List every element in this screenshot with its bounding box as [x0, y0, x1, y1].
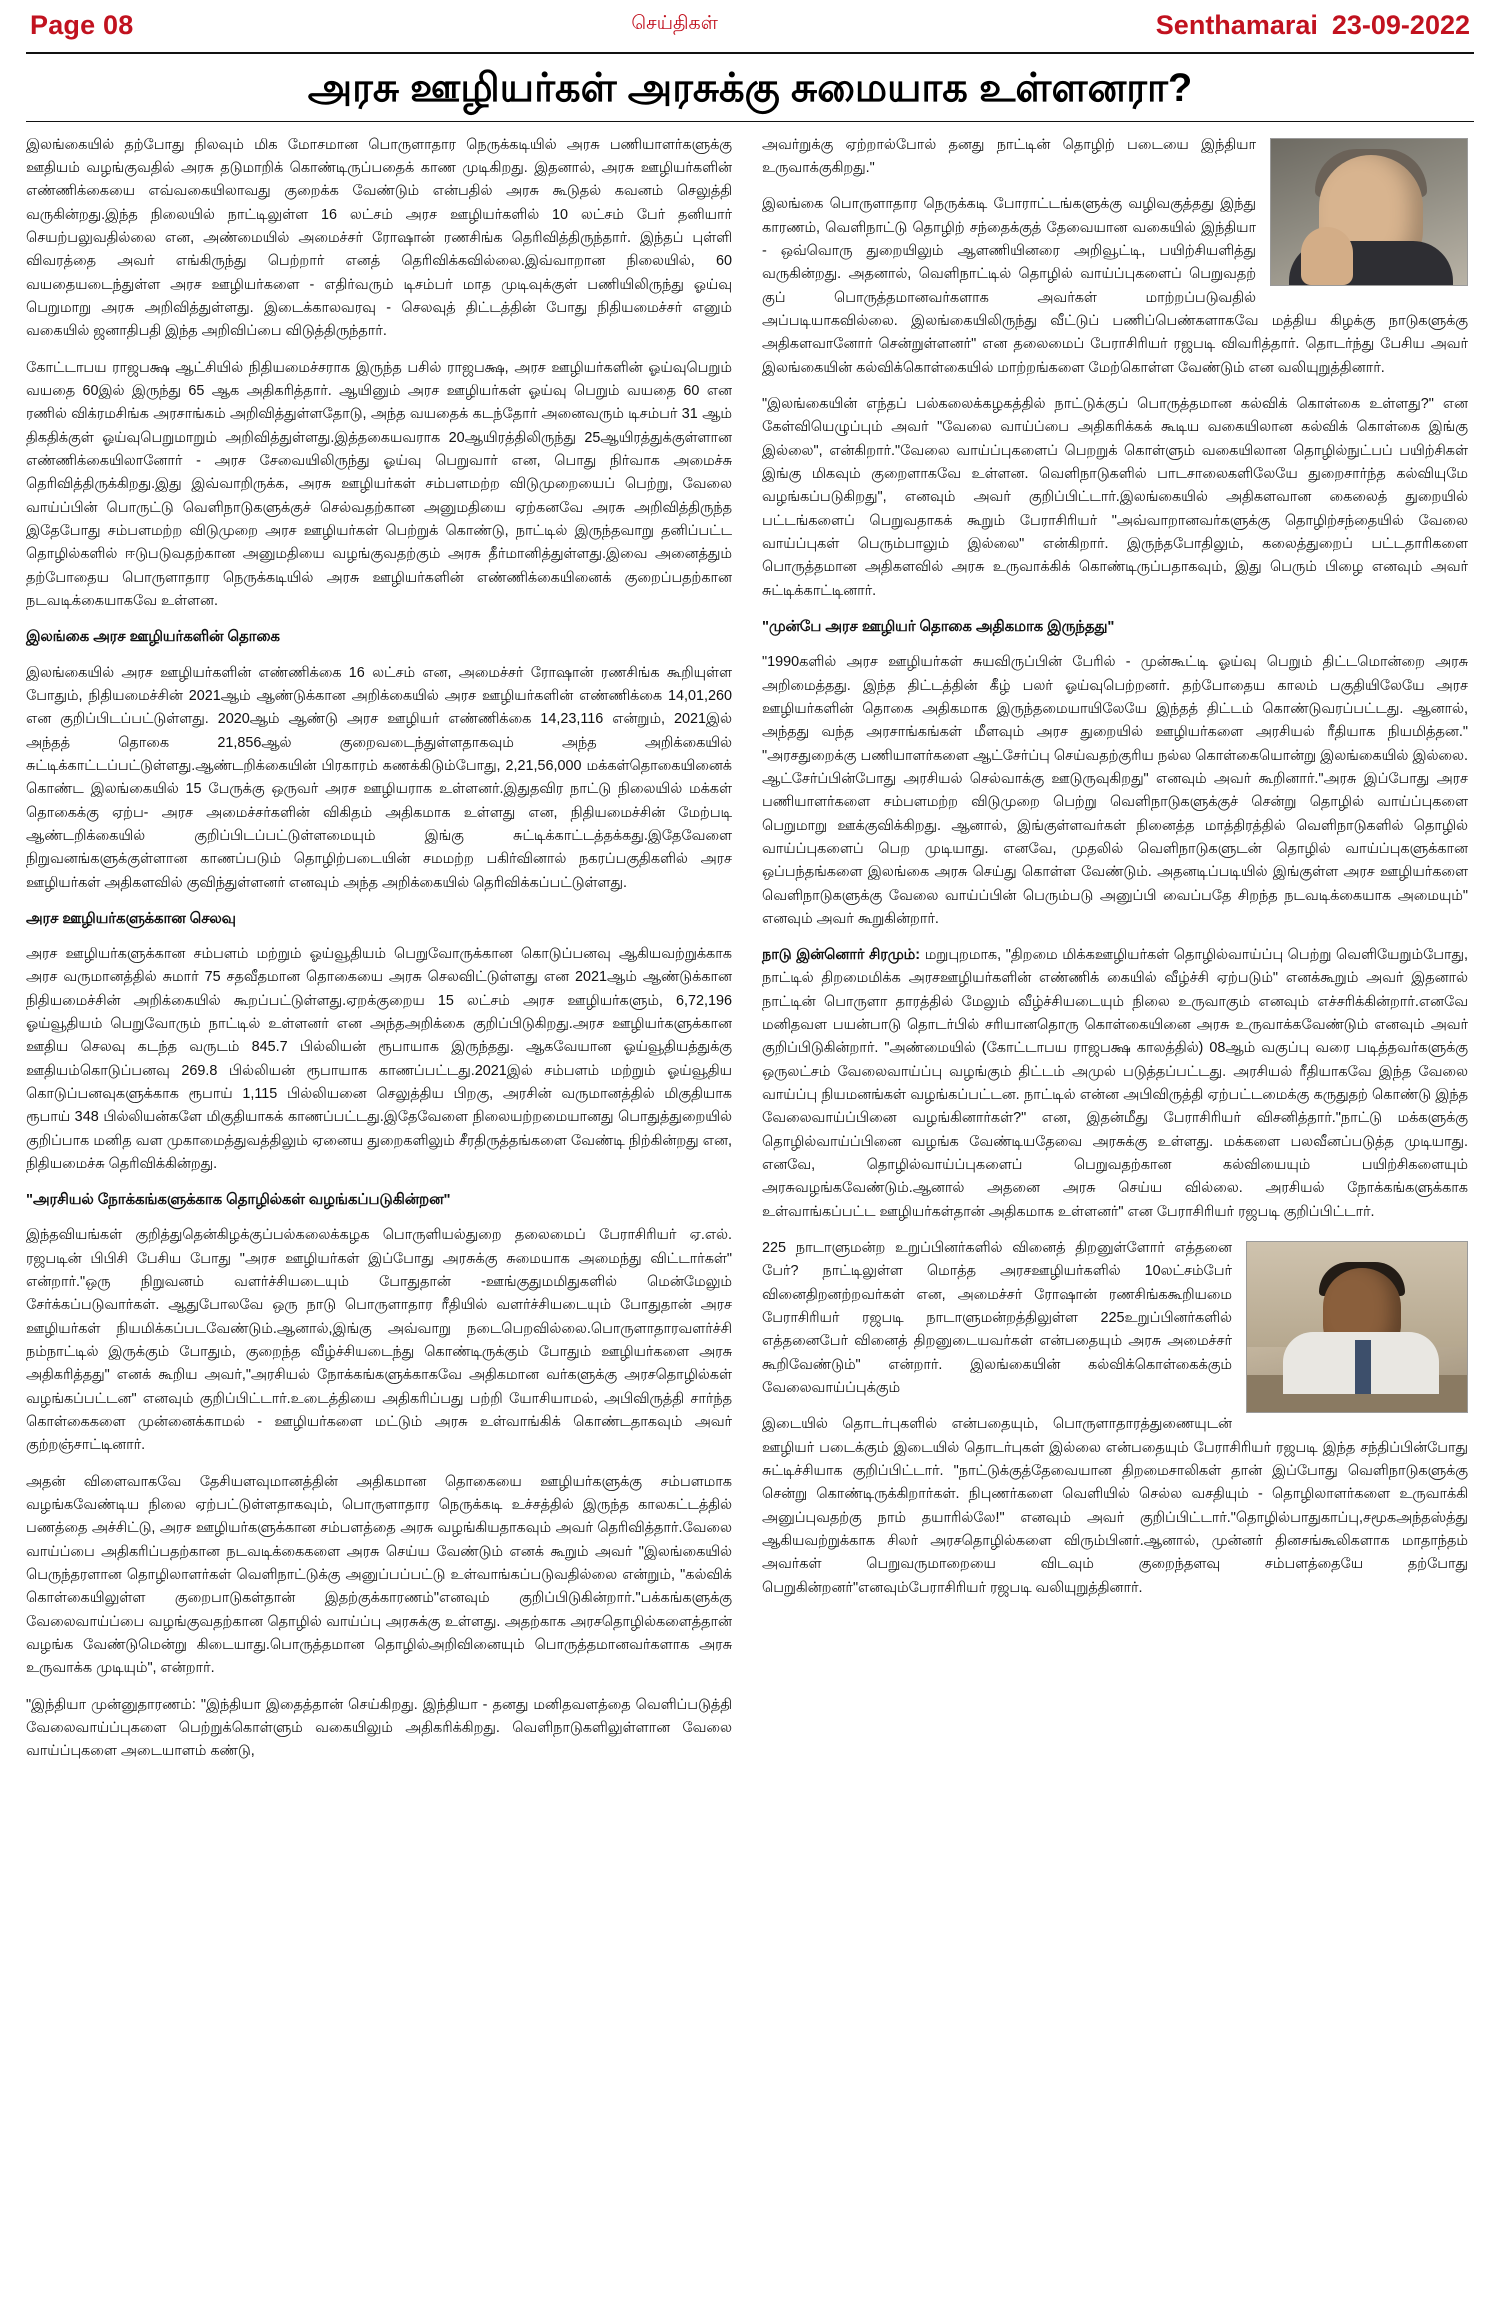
- page-headline: அரசு ஊழியர்கள் அரசுக்கு சுமையாக உள்ளனரா?: [307, 66, 1193, 110]
- lead-in-label: நாடு இன்னொர் சிரமும்:: [762, 947, 921, 964]
- paragraph: "இந்தியா முன்னுதாரணம்: "இந்தியா இதைத்தான் செய்கிறது. இந்தியா - தனது மனிதவளத்தை வெளிப்படுத்தி வேலைவாய்ப்புகளை பெற்றுக்கொள்ளும் வகையிலும் அதிகரிக்கிறது. வெளிநாடுகளிலுள்ளான வேலை வாய்ப்புகளை அடையாளம் கண்டு,: [26, 1696, 732, 1760]
- paragraph-text: மறுபுறமாக, "திறமை மிக்கஊழியர்கள் தொழில்வாய்ப்பு பெற்று வெளியேறும்போது, நாட்டில் திறமைமிக்க அரசஊழியர்களின் எண்ணிக் கையில் வீழ்ச்சி ஏற்படும்" எனக்கூறும் அவர் இதனால் நாட்டின் பொருளா தாரத்தில் மேலும் வீழ்ச்சியடையும் நிலை உருவாகும் எனவும் எச்சரிக்கின்றார்.எனவே மனிதவள பயன்பாடு தொடர்பில் சரியானதொரு கொள்கையினை அரசு உருவாக்கவேண்டும் எனவும் அவர் குறிப்பிடுகின்றார். "அண்மையில் (கோட்டாபய ராஜபக்ஷ காலத்தில்) 08ஆம் வகுப்பு வரை படித்தவர்களுக்கு ஒருலட்சம் வேலைவாய்ப்பு வழங்கும் திட்டம் அமுல் படுத்தப்பட்டது. அரசியல் ரீதியாகவே இந்த வேலை வாய்ப்பு நியமனங்கள் வழங்கப்பட்டன. நாட்டில் என்ன அபிவிருத்தி ஏற்பட்டமைக்கு கருதுதற் கொண்டு இந்த வேலைவாய்ப்பினை வழங்கினார்கள்?" என, இதன்மீது பேராசிரியர் விசனித்தார்."நாட்டு மக்களுக்கு தொழில்வாய்ப்பினை வழங்க வேண்டியதேவை அரசுக்கு உள்ளது. மக்களை பலவீனப்படுத்த முடியாது. எனவே, தொழில்வாய்ப்புகளைப் பெறுவதற்கான கல்வியையும் பயிற்சிகளையும் அரசுவழங்கவேண்டும்.ஆனால் அதனை அரசு செய்ய வில்லை. அரசியல் நோக்கங்களுக்காக உள்வாங்கப்பட்ட ஊழியர்கள்தான் அதிகமாக உள்ளனர்" என பேராசிரியர் ரஜபடி குறிப்பிட்டார்.: [762, 947, 1469, 1220]
- paragraph: "1990களில் அரச ஊழியர்கள் சுயவிருப்பின் பேரில் - முன்கூட்டி ஓய்வு பெறும் திட்டமொன்றை அரசு அறிமைத்தது. இந்த திட்டத்தின் கீழ் பலர் ஓய்வுபெற்றனர். தற்போதைய காலம் பகுதியிலேயே அரச ஊழியர்களின் தொகை அதிகமாக இருந்தமையாயிலேயே இந்தத் திட்டம் கொண்டுவரப்பட்டது. ஆனால், அந்தது வந்த அரசாங்கங்கள் மீளவும் அரச துறையில் ஊழியர்களை அரசியல் ரீதியாக நியமித்தன." "அரசதுறைக்கு பணியாளர்களை ஆட்சேர்ப்பு செய்வதற்குரிய நல்ல கொள்கையொன்று இலங்கையில் இல்லை. ஆட்சேர்ப்பின்போது அரசியல் செல்வாக்கு ஊடுருவுகிறது" எனவும் அவர் கூறினார்."அரசு இப்போது அரச பணியாளர்களை சம்பளமற்ற விடுமுறை பெற்று வெளிநாடுகளுக்குச் சென்று தொழில் வாய்ப்புகளை பெறுமாறு ஊக்குவிக்கிறது. ஆனால், இங்குள்ளவர்கள் நினைத்த மாத்திரத்தில் வெளிநாடுகளில் தொழில் வாய்ப்புகளைப் பெற முடியாது. எனவே, முதலில் வெளிநாடுகளுடன் தொழில் வாய்ப்புகளுக்கான ஒப்பந்தங்களை இலங்கை அரசு செய்து கொள்ள வேண்டும். அதனடிப்படியில் இங்குள்ள அரச ஊழியர்களை வெளிநாடுகளுக்கு வேலை வாய்ப்பின் பெரும்படு அனுப்பி வைப்பதே சிறந்த நடவடிக்கையாக அமையும்" எனவும் அவர் கூறுகின்றார்.: [762, 654, 1468, 927]
- article-body: [26, 122, 1474, 2272]
- paragraph: இலங்கை பொருளாதார நெருக்கடி போராட்டங்களுக்கு வழிவகுத்தது இந்து காரணம், வெளிநாட்டு தொழிற் சந்தைக்குத் தேவையான வகையில் இந்தியா - ஒவ்வொரு துறையிலும் ஆளணியினரை அறிவூட்டி, பயிற்சியளித்து வருகின்றது. அதனால், வெளிநாட்டில் தொழில் வாய்ப்புகளைப் பெறுவதற் குப் பொருத்தமானவர்களாக அவர்கள் மாற்றப்படுவதில் அப்படியாகவில்லை. இலங்கையிலிருந்து வீட்டுப் பணிப்பெண்களாகவே மத்திய கிழக்கு நாடுகளுக்கு அதிகளவானோர் சென்றுள்ளனர்" என தலைமைப் பேராசிரியர் ரஜபடி விவரித்தார். தொடர்ந்து பேசிய அவர் இலங்கையின் கல்விக்கொள்கையில் மாற்றங்களை மேற்கொள்ள வேண்டும் என வலியுறுத்தினார்.: [762, 196, 1468, 376]
- page-number-label: Page 08: [30, 9, 134, 40]
- subhead-employee-cost: அரச ஊழியர்களுக்கான செலவு: [26, 910, 236, 927]
- subhead-excess-employees: "முன்பே அரச ஊழியர் தொகை அதிகமாக இருந்தது": [762, 619, 1115, 636]
- paper-title-and-date: [1156, 10, 1470, 41]
- left-column: [26, 134, 732, 2272]
- paragraph: அதன் விளைவாகவே தேசியளவுமானத்தின் அதிகமான தொகையை ஊழியர்களுக்கு சம்பளமாக வழங்கவேண்டிய நிலை ஏற்பட்டுள்ளதாகவும், பொருளாதார நெருக்கடி உச்சத்தில் இருந்த காலகட்டத்தில் பணத்தை அச்சிட்டு, அரச ஊழியர்களுக்கான சம்பளத்தை அரசு வழங்கியதாகவும் அவர் தெரிவித்தார்.வேலை வாய்ப்பை அதிகரிப்பதற்கான நடவடிக்கைகளை அரசு செய்ய வேண்டும் எனக் கூறும் அவர் "இலங்கையில் பெருந்தரளான தொழிலாளர்கள் வெளிநாட்டுக்கு அனுப்பப்பட்டு உள்வாங்கப்படுவதில்லை என்றும், "கல்விக் கொள்கையிலுள்ள குறைபாடுகள்தான் இதற்குக்காரணம்"எனவும் குறிப்பிடுகின்றார்."பக்கங்களுக்கு வேலைவாய்ப்பை வழங்குவதற்கான தொழில் வாய்ப்பு அரசுக்கு உள்ளது. அதற்காக அரசதொழில்களைத்தான் வழங்க வேண்டுமென்று கிடையாது.பொருத்தமான தொழில்அறிவினையும் பொருத்தமானவர்களாக அரசு உருவாக்க முடியும்", என்றார்.: [26, 1473, 732, 1677]
- issue-date: 23-09-2022: [1331, 9, 1470, 40]
- paragraph: இந்தவியங்கள் குறித்துதென்கிழக்குப்பல்கலைக்கழக பொருளியல்துறை தலைமைப் பேராசிரியர் ஏ.எல். ரஜபடின் பிபிசி பேசிய போது "அரச ஊழியர்கள் இப்போது அரசுக்கு சுமையாக அமைந்து விட்டார்கள்" என்றார்."ஒரு நிறுவனம் வளர்ச்சியடையும் போதுதான் -ஊங்குதுமமிதுகளில் மென்மேலும் சேர்க்கப்படுவார்கள். ஆதுபோலவே ஒரு நாடு பொருளாதார ரீதியில் வளர்ச்சியடையும் போதுதான் அரச ஊழியர்கள் நியமிக்கப்படவேண்டும்.ஆனால்,இங்கு அவ்வாறு நடைபெறவில்லை.பொருளாதாரவளர்ச்சி நம்நாட்டில் இருக்கும் போதும், குறைந்த வீழ்ச்சியடைந்து கொண்டிருக்கும் போதும் ஊழியர்களை அரசு அதிகரித்தது" எனக் கூறிய அவர்,"அரசியல் நோக்கங்களுக்காகவே அதிகமான வர்களுக்கு அரசதொழில்கள் வழங்கப்பட்டன" எனவும் குறிப்பிட்டார்.உடைத்தியை அதிகரிப்பது பற்றி யோசியாமல், அபிவிருத்தி சார்ந்த கொள்கைகளை முன்னைக்காமல் - ஊழியர்களை மட்டும் அரசு உள்வாங்கிக் கொண்டதாகவும் அவர் குற்றஞ்சாட்டினார்.: [26, 1227, 732, 1454]
- paragraph: அவர்றுக்கு ஏற்றால்போல் தனது நாட்டின் தொழிற் படையை இந்தியா உருவாக்குகிறது.": [762, 136, 1256, 177]
- subhead-employee-count: இலங்கை அரச ஊழியர்களின் தொகை: [26, 629, 280, 646]
- president-portrait-photo: [1270, 138, 1468, 286]
- paragraph: "இலங்கையின் எந்தப் பல்கலைக்கழகத்தில் நாட்டுக்குப் பொருத்தமான கல்விக் கொள்கை உள்ளது?" என கேள்வியெழுப்பும் அவர் "வேலை வாய்ப்பை அதிகரிக்கக் கூடிய வகையிலான கல்விக் கொள்கை இங்கு இல்லை", என்கிறார்."வேலை வாய்ப்புகளைப் பெறறுக் கொள்ளும் வகையிலான தொழில்நுட்பப் பயிற்சிகள் இங்கு மிகவும் குறைளாகவே உள்ளன. வெளிநாடுகளில் பாடசாலைகளிலேயே துறைசார்ந்த கல்வியுமே வழங்கப்படுகிறது", எனவும் அவர் குறிப்பிட்டார்.இலங்கையில் அதிகளவான கைலைத் துறையில் பட்டங்களைப் பெறுவதாகக் கூறும் பேராசிரியர் "அவ்வாறானவர்களுக்கு தொழிற்சந்தையில் வேலை வாய்ப்புகள் பெரும்பாலும் இல்லை" என்கிறார். இருந்தபோதிலும், கலைத்துறைப் பட்டதாரிகளை பொருத்தமான அதிகளவில் அரசு உருவாக்கிக் கொண்டிருப்பதாகவும், இது பெரும் பிழை எனவும் அவர் சுட்டிக்காட்டினார்.: [762, 396, 1468, 599]
- paragraph: அரச ஊழியர்களுக்கான சம்பளம் மற்றும் ஓய்வூதியம் பெறுவோருக்கான கொடுப்பனவு ஆகியவற்றுக்காக அரச வருமானத்தில் சுமார் 75 சதவீதமான தொகையை அரசு செலவிட்டுள்ளது என 2021ஆம் ஆண்டுக்கான நிதியமைச்சின் அறிக்கையில் கூறப்பட்டுள்ளது.ஏறக்குறைய 15 லட்சம் அரச ஊழியர்களும், 6,72,196 ஓய்வூதியம் பெறுவோரும் நாட்டில் உள்ளனர் என அந்தஅறிக்கை குறிப்பிடுகிறது.அரச ஊழியர்களுக்கான ஊதிய செலவு கடந்த வருடம் 845.7 பில்லியன் ரூபாயாக இருந்தது. ஆகவேயான ஓய்வூதியத்துக்கு ஊதியம்கொடுப்பனவு 269.8 பில்லியன் ரூபாயாக காணப்பட்டது.2021இல் சம்பளம் மற்றும் ஓய்வூதிய கொடுப்பனவுகளுக்காக ரூபாய் 1,115 பில்லியனை செலுத்திய பிறகு, அரசின் வருமானத்தில் மிகுதியாக ரூபாய் 348 பில்லியன்களே மிகுதியாகக் காணப்பட்டது.இதேவேளை நிலையற்றமையானது பொதுத்துறையில் குறிப்பாக மனித வள முகாமைத்துவத்திலும் ஏனைய துறைகளிலும் சீரதிருத்தங்களை வேண்டி நிற்கின்றது என, நிதியமைச்சு தெரிவிக்கின்றது.: [26, 946, 732, 1172]
- masthead: [26, 0, 1474, 50]
- paragraph-with-lead-in: [762, 944, 1468, 1224]
- professor-portrait-photo: [1246, 1241, 1468, 1413]
- subhead-political-jobs: "அரசியல் நோக்கங்களுக்காக தொழில்கள் வழங்கப்படுகின்றன": [26, 1192, 451, 1209]
- section-label: செய்திகள்: [631, 13, 718, 34]
- paragraph: கோட்டாபய ராஜபக்ஷ ஆட்சியில் நிதியமைச்சராக இருந்த பசில் ராஜபக்ஷ, அரச ஊழியர்களின் ஓய்வுபெறும் வயதை 60இல் இருந்து 65 ஆக அதிகரித்தார். ஆயினும் அரச ஊழியர்கள் ஓய்வு பெறும் வயதை 60 என ரணில் விக்ரமசிங்க அரசாங்கம் அறிவித்துள்ளதோடு, அந்த வயதைக் கடந்தோர் அனைவரும் டிசம்பர் 31 ஆம் திகதிக்குள் ஓய்வுபெறுமாறும் அறிவித்துள்ளது.இத்தகையவராக 20ஆயிரத்திலிருந்து 25ஆயிரத்துக்குள்ளான எண்ணிக்கையிலானோர் - அரச சேவையிலிருந்து ஓய்வு பெறுவார் என, பொது நிர்வாக அமைச்சு தெரிவித்திருக்கிறது.இது இவ்வாறிருக்க, அரசு ஊழியர்கள் சம்பளமற்ற விடுமுறையைப் பெற்று, வேலை வாய்ப்பின் பொருட்டு வெளிநாடுகளுக்குச் செல்வதற்கான அனுமதியை ஏற்கனவே அரசு அறிவித்திருந்த இதேபோது சம்பளமற்ற விடுமுறை அரச ஊழியர்கள் பெற்றுக் கொண்டு, நாட்டில் இருந்தவாறு தனிப்பட்ட தொழில்களில் ஈடுபடுவதற்கான அனுமதியை வழங்குவதற்கும் அரசு தீர்மானித்துள்ளது.இவை அனைத்தும் தற்போதைய பொருளாதார நெருக்கடியில் அரசு ஊழியர்களின் எண்ணிக்கையினைக் குறைப்பதற்கான நடவடிக்கையாகவே உள்ளன.: [26, 359, 732, 610]
- paragraph-parliament: 225 நாடாளுமன்ற உறுப்பினர்களில் வினைத் திறனுள்ளோர் எத்தனை பேர்? நாட்டிலுள்ள மொத்த அரசஊழியர்களில் 10லட்சம்பேர் வினைதிறனற்றவர்கள் என, அமைச்சர் ரோஷான் ரணசிங்ககூறியமை பேராசிரியர் ரஜபடி நாடாளுமன்றத்திலுள்ள 225உறுப்பினர்களில் எத்தனைபேர் வினைத் திறனுடையவர்கள் என்பதையும் அரசு அமைச்சர் கூறிவேண்டும்" என்றார். இலங்கையின் கல்விக்கொள்கைக்கும் வேலைவாய்ப்புக்கும்: [762, 1240, 1232, 1397]
- right-column: [762, 134, 1468, 2272]
- paragraph: இடையில் தொடர்புகளில் என்பதையும், பொருளாதாரத்துணையுடன் ஊழியர் படைக்கும் இடையில் தொடர்புகள் இல்லை என்பதையும் பேராசிரியர் ரஜபடி இந்த சந்திப்பின்போது சுட்டிச்சியாக குறிப்பிட்டார். "நாட்டுக்குத்தேவையான திறமைசாலிகள் தான் இப்போது வெளிநாடுகளுக்கு சென்று கொண்டிருக்கிறார்கள். நிபுணர்களை வெளியில் செல்ல வசதியும் - தொழிலாளர்களை உருவாக்கி அனுப்புவதற்கு நாம் தயாரில்லே!" எனவும் அவர் குறிப்பிட்டார்."தொழில்பாதுகாப்பு,சமூகஅந்தஸ்த்து ஆகியவற்றுக்காக சிலர் அரசதொழில்களை விரும்பினர்.ஆனால், முன்னர் தினசங்கூலிகளாக மாதாந்தம் அவர்கள் பெறுவருமாறையை விடவும் குறைந்தளவு சம்பளத்தையே தற்போது பெறுகின்றனர்"எனவும்பேராசிரியர் ரஜபடி வலியுறுத்தினார்.: [762, 1416, 1468, 1596]
- paragraph: இலங்கையில் அரச ஊழியர்களின் எண்ணிக்கை 16 லட்சம் என, அமைச்சர் ரோஷான் ரணசிங்க கூறியுள்ள போதும், நிதியமைச்சின் 2021ஆம் ஆண்டுக்கான அறிக்கையில் அரச ஊழியர்களின் எண்ணிக்கை 14,01,260 என குறிப்பிடப்பட்டுள்ளது. 2020ஆம் ஆண்டு அரச ஊழியர் எண்ணிக்கை 14,23,116 என்றும், 2021இல் அந்தத் தொகை 21,856ஆல் குறைவடைந்துள்ளதாகவும் அந்த அறிக்கையில் சுட்டிக்காட்டப்பட்டுள்ளது.ஆண்டறிக்கையின் பிரகாரம் கணக்கிடும்போது, 2,21,56,000 மக்கள்தொகையினைக் கொண்ட இலங்கையில் 15 பேருக்கு ஒருவர் அரச ஊழியராக உள்ளனர்.இதுதவிர நாட்டு நிலையில் மக்கள் தொகைக்கு ஏற்ப- அரச அமைச்சர்களின் விகிதம் அதிகமாக உள்ளது என, நிதியமைச்சின் மேற்படி ஆண்டறிக்கையில் குறிப்பிடப்பட்டுள்ளமையும் இங்கு சுட்டிக்காட்டத்தக்கது.இதேவேளை நிறுவனங்களுக்குள்ளான காணப்படும் தொழிற்படையின் சமமற்ற பகிர்வினால் நகரப்பகுதிகளில் அரச ஊழியர்கள் அதிகளவில் குவிந்துள்ளனர் எனவும் அந்த அறிக்கையில் தெரிவிக்கப்பட்டுள்ளது.: [26, 664, 732, 891]
- paper-name: Senthamarai: [1155, 9, 1318, 40]
- paragraph: இலங்கையில் தற்போது நிலவும் மிக மோசமான பொருளாதார நெருக்கடியில் அரசு பணியாளர்களுக்கு ஊதியம் வழங்குவதில் அரசு தடுமாறிக் கொண்டிருப்பதைக் காண முடிகிறது. இதனால், அரசு ஊழியர்களின் எண்ணிக்கையை எவ்வகையிலாவது குறைக்க வேண்டும் என்பதில் அரசு கூடுதல் கவனம் செலுத்தி வருகின்றது.இந்த நிலையில் நாட்டிலுள்ள 16 லட்சம் அரச ஊழியர்களில் 10 லட்சம் பேர் தனியார் செயற்பலுவதில்லை என, அண்மையில் அமைச்சர் ரோஷான் ரணசிங்க தெரிவித்திருந்தார். இந்தப் புள்ளி விவரத்தை அவர் எங்கிருந்து பெற்றார் எனத் தெரிவிக்கவில்லை.இவ்வாறான நிலையில், 60 வயதையடைந்துள்ள அரச ஊழியர்களை - எதிர்வரும் டிசம்பர் மாத முடிவுக்குள் பணியிலிருந்து ஓய்வு பெறுமாறு அரசு அறிவித்துள்ளது. இடைக்காலவரவு - செலவுத் திட்டத்தின் போது நிதியமைச்சர் எனும் வகையில் ஜனாதிபதி இந்த அறிவிப்பை விடுத்திருந்தார்.: [26, 136, 732, 340]
